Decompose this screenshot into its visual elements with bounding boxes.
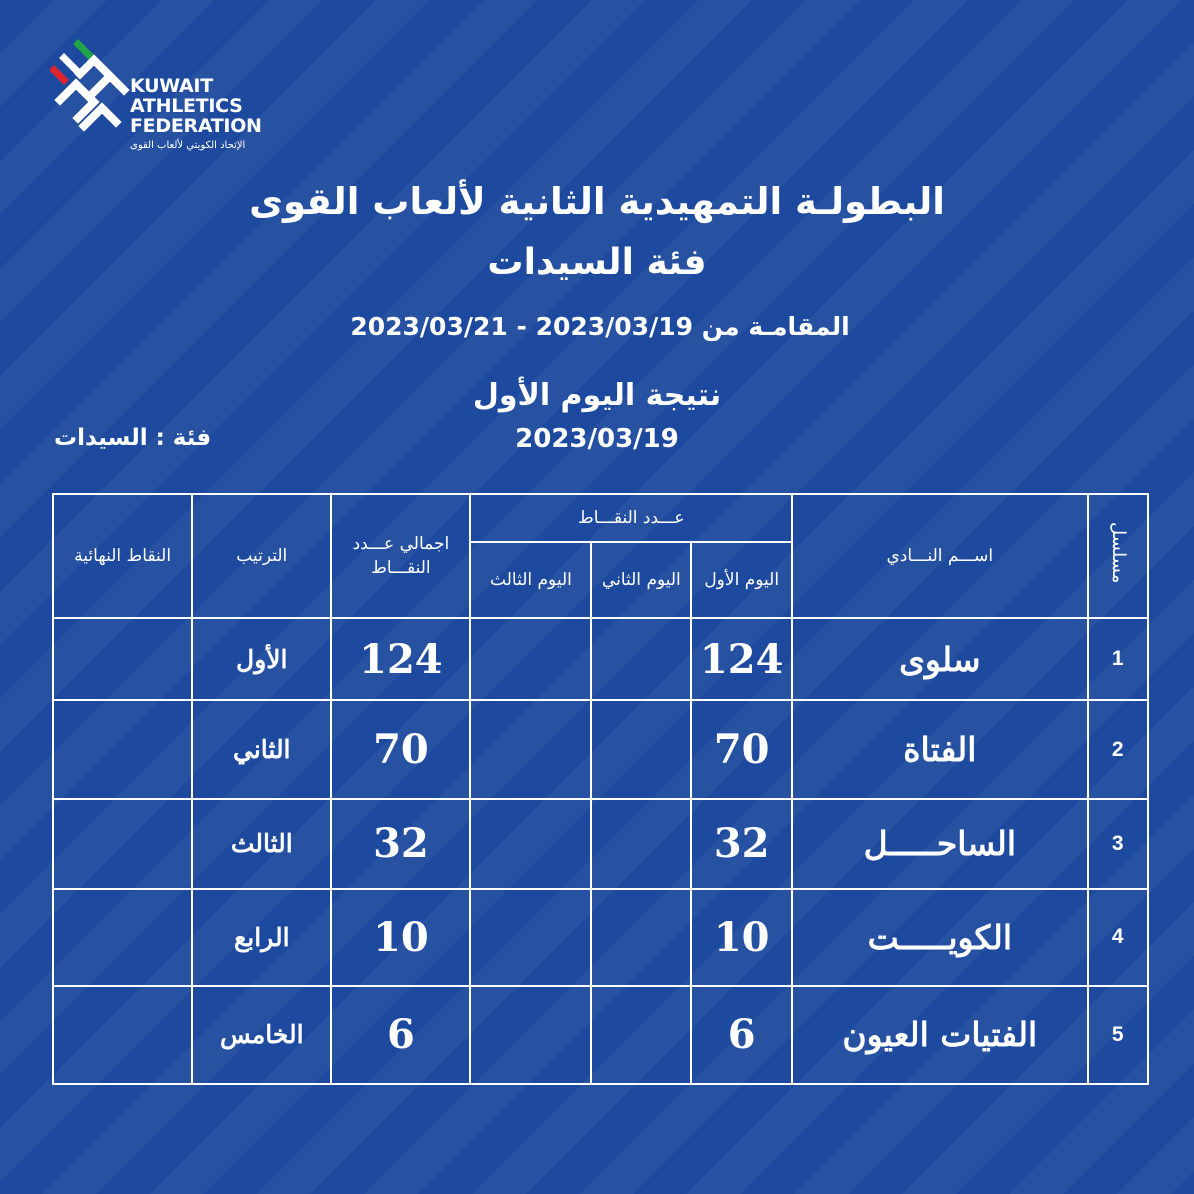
row-rank: الأول <box>192 618 331 700</box>
row-club: الفتاة <box>792 700 1087 798</box>
header-rank: الترتيب <box>192 494 331 618</box>
page-subtitle: فئة السيدات <box>487 242 707 283</box>
row-serial: 5 <box>1088 986 1148 1084</box>
header-total: اجمالي عـــدد النقـــاط <box>331 494 470 618</box>
row-day3 <box>470 618 591 700</box>
table-row <box>53 799 1148 889</box>
row-rank: الرابع <box>192 889 331 985</box>
table-row <box>53 986 1148 1084</box>
row-day1: 10 <box>691 889 792 985</box>
row-day1: 6 <box>691 986 792 1084</box>
row-club: الفتيات العيون <box>792 986 1087 1084</box>
row-club: الكويـــــت <box>792 889 1087 985</box>
row-day2 <box>591 618 691 700</box>
row-final <box>53 889 192 985</box>
row-day2 <box>591 986 691 1084</box>
row-day3 <box>470 799 591 889</box>
table-header-row <box>53 494 1148 542</box>
row-total: 10 <box>331 889 470 985</box>
logo-line-1: KUWAIT <box>130 75 213 97</box>
row-final <box>53 618 192 700</box>
results-table <box>52 493 1149 1085</box>
row-day1: 124 <box>691 618 792 700</box>
row-total: 124 <box>331 618 470 700</box>
row-final <box>53 799 192 889</box>
logo-text <box>130 76 262 136</box>
row-day3 <box>470 889 591 985</box>
logo-line-2: ATHLETICS <box>130 95 243 117</box>
table-row <box>53 700 1148 798</box>
table-row <box>53 618 1148 700</box>
row-total: 70 <box>331 700 470 798</box>
day-result-title: نتيجة اليوم الأول <box>472 378 722 413</box>
row-rank: الثالث <box>192 799 331 889</box>
header-final: النقاط النهائية <box>53 494 192 618</box>
federation-logo <box>50 36 280 161</box>
category-label: فئة : السيدات <box>54 425 212 451</box>
row-day3 <box>470 700 591 798</box>
row-final <box>53 986 192 1084</box>
row-day1: 70 <box>691 700 792 798</box>
table-row <box>53 889 1148 985</box>
row-club: سلوى <box>792 618 1087 700</box>
header-club: اســـم النـــادي <box>792 494 1087 618</box>
row-day3 <box>470 986 591 1084</box>
row-serial: 3 <box>1088 799 1148 889</box>
event-dates: المقامـة من 2023/03/19 - 2023/03/21 <box>350 312 850 341</box>
row-serial: 1 <box>1088 618 1148 700</box>
row-club: الساحـــــل <box>792 799 1087 889</box>
header-points-group: عـــدد النقـــاط <box>470 494 792 542</box>
row-day1: 32 <box>691 799 792 889</box>
header-serial: مسلسل <box>1088 494 1148 618</box>
row-rank: الخامس <box>192 986 331 1084</box>
row-total: 6 <box>331 986 470 1084</box>
logo-line-3: FEDERATION <box>130 115 262 137</box>
page-title: البطولـة التمهيدية الثانية لألعاب القوى <box>249 180 945 223</box>
row-serial: 2 <box>1088 700 1148 798</box>
row-final <box>53 700 192 798</box>
row-rank: الثاني <box>192 700 331 798</box>
row-total: 32 <box>331 799 470 889</box>
day-result-date: 2023/03/19 <box>515 424 679 454</box>
header-day3: اليوم الثالث <box>470 542 591 618</box>
row-day2 <box>591 799 691 889</box>
federation-logo-icon <box>50 36 130 141</box>
row-day2 <box>591 700 691 798</box>
header-day1: اليوم الأول <box>691 542 792 618</box>
logo-arabic-text: الإتحاد الكويتي لألعاب القوى <box>130 140 246 151</box>
row-serial: 4 <box>1088 889 1148 985</box>
row-day2 <box>591 889 691 985</box>
header-day2: اليوم الثاني <box>591 542 691 618</box>
